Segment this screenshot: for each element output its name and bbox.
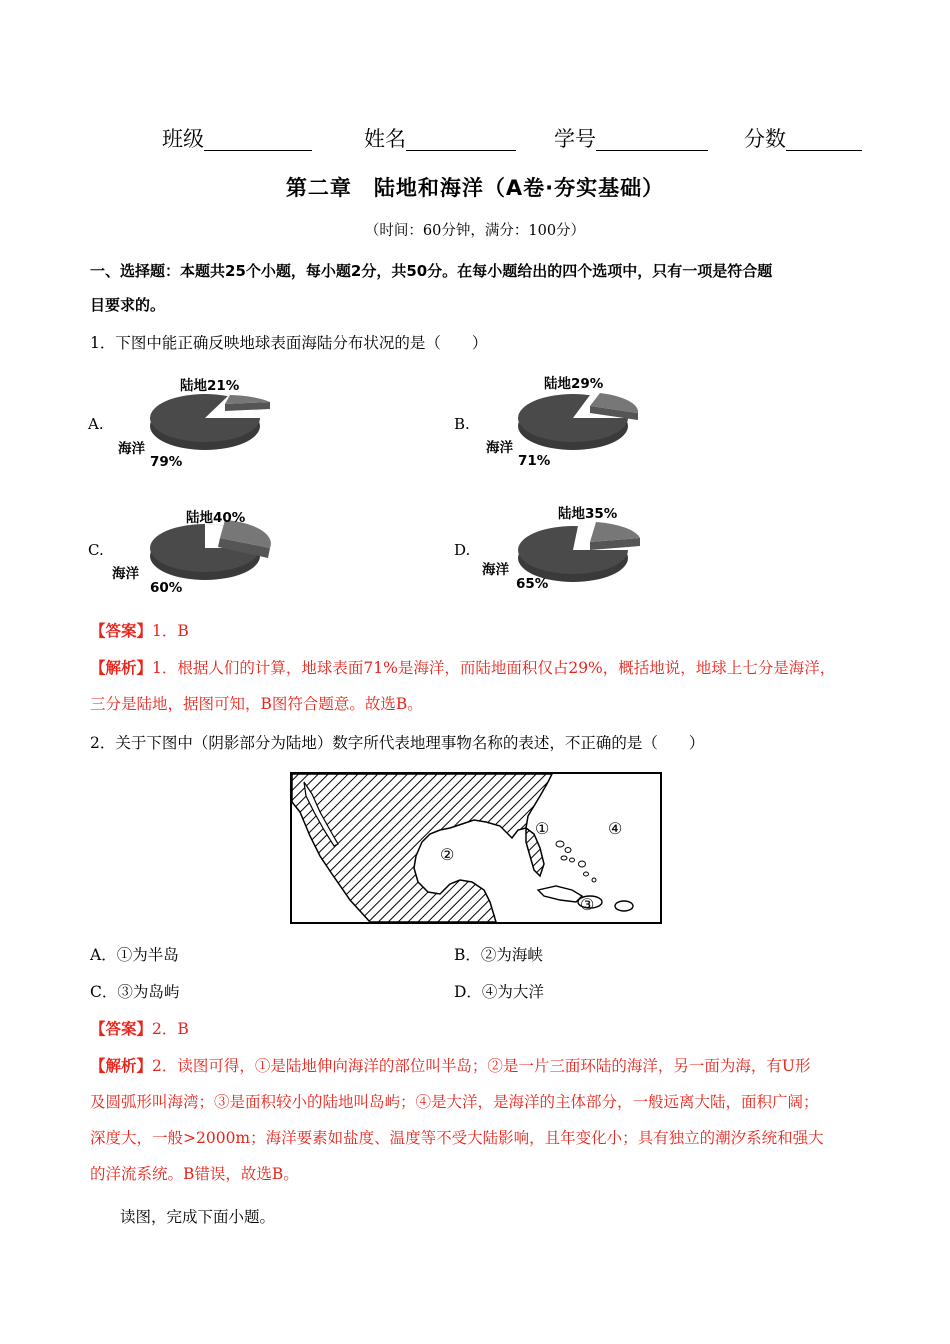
student-id-label: 学号 [554, 127, 596, 151]
q1-a-land-label: 陆地21% [180, 378, 240, 394]
name-blank[interactable] [406, 124, 516, 151]
q1-pie-d[interactable] [478, 500, 688, 605]
q2-analysis [90, 1048, 868, 1192]
q1-d-sea-pct: 65% [516, 576, 549, 592]
class-label: 班级 [162, 127, 204, 151]
q2-analysis-tag: 【解析】 [90, 1056, 153, 1075]
section-heading-line2: 目要求的。 [90, 296, 166, 314]
q1-analysis-line2: 三分是陆地，据图可知，B图符合题意。故选B。 [90, 695, 423, 713]
map-label-4: ④ [608, 819, 623, 838]
q1-d-land-label: 陆地35% [558, 506, 618, 522]
q2-analysis-line2: 及圆弧形叫海湾；③是面积较小的陆地叫岛屿；④是大洋，是海洋的主体部分，一般远离大陆，面积广阔； [90, 1093, 819, 1111]
q2-answer-tag: 【答案】 [90, 1019, 153, 1038]
score-blank[interactable] [786, 124, 862, 151]
q2-option-c[interactable]: C．③为岛屿 [90, 983, 180, 1001]
q1-pie-c[interactable] [110, 500, 320, 605]
score-field[interactable] [744, 124, 862, 154]
q2-map[interactable] [290, 772, 662, 924]
student-id-field[interactable] [554, 124, 708, 154]
q2-answer [90, 1012, 866, 1046]
name-field[interactable] [364, 124, 516, 154]
q1-option-a-letter[interactable]: A. [88, 415, 104, 433]
q1-a-sea-pct: 79% [150, 454, 183, 470]
q2-answer-text: 2．B [152, 1020, 189, 1038]
q2-stem: 2．关于下图中（阴影部分为陆地）数字所代表地理事物名称的表述，不正确的是（ ） [90, 734, 705, 752]
q2-analysis-line3: 深度大，一般>2000m；海洋要素如盐度、温度等不受大陆影响，且年变化小；具有独立的潮汐系统和强大 [90, 1129, 824, 1147]
section-heading-line1: 一、选择题：本题共25个小题，每小题2分，共50分。在每小题给出的四个选项中，只有一项是符合题 [90, 262, 773, 280]
q1-pie-a[interactable] [110, 368, 320, 473]
map-label-1: ① [535, 819, 550, 838]
class-field[interactable] [162, 124, 312, 154]
q2-option-a[interactable]: A．①为半岛 [90, 946, 179, 964]
score-label: 分数 [744, 127, 786, 151]
q1-stem: 1．下图中能正确反映地球表面海陆分布状况的是（ ） [90, 334, 488, 352]
q1-c-sea-pct: 60% [150, 580, 183, 596]
q1-d-sea-label: 海洋 [482, 562, 509, 578]
q1-option-c-letter[interactable]: C. [88, 541, 104, 559]
name-label: 姓名 [364, 127, 406, 151]
q1-answer [90, 614, 866, 648]
q1-a-sea-label: 海洋 [118, 441, 145, 457]
q1-analysis-tag: 【解析】 [90, 658, 153, 677]
page-title: 第二章 陆地和海洋（A卷·夯实基础） [285, 176, 665, 200]
q2-option-b[interactable]: B．②为海峡 [454, 946, 543, 964]
q1-analysis-line1: 1．根据人们的计算，地球表面71%是海洋，而陆地面积仅占29%，概括地说，地球上七分是海洋， [152, 659, 836, 677]
q1-c-sea-label: 海洋 [112, 566, 139, 582]
q1-b-land-label: 陆地29% [544, 376, 604, 392]
q2-analysis-line4: 的洋流系统。B错误，故选B。 [90, 1165, 299, 1183]
map-label-2: ② [440, 845, 455, 864]
q1-b-sea-label: 海洋 [486, 440, 513, 456]
q1-answer-text: 1．B [152, 622, 189, 640]
q1-c-land-label: 陆地40% [186, 510, 246, 526]
exam-time-info: （时间：60分钟，满分：100分） [364, 223, 586, 239]
section-heading [90, 254, 866, 322]
student-info-row [0, 124, 950, 156]
q2-analysis-line1: 2．读图可得，①是陆地伸向海洋的部位叫半岛；②是一片三面环陆的海洋，另一面为海，有U形 [152, 1057, 811, 1075]
q1-option-b-letter[interactable]: B. [454, 415, 470, 433]
q2-option-d[interactable]: D．④为大洋 [454, 983, 544, 1001]
q1-b-sea-pct: 71% [518, 453, 551, 469]
q1-option-d-letter[interactable]: D. [454, 541, 471, 559]
student-id-blank[interactable] [596, 124, 708, 151]
q1-analysis [90, 650, 868, 722]
q1-answer-tag: 【答案】 [90, 621, 153, 640]
q1-pie-b[interactable] [478, 368, 688, 473]
map-label-3: ③ [580, 895, 595, 914]
q1-options [80, 368, 880, 608]
class-blank[interactable] [204, 124, 312, 151]
read-prompt: 读图，完成下面小题。 [120, 1208, 276, 1226]
